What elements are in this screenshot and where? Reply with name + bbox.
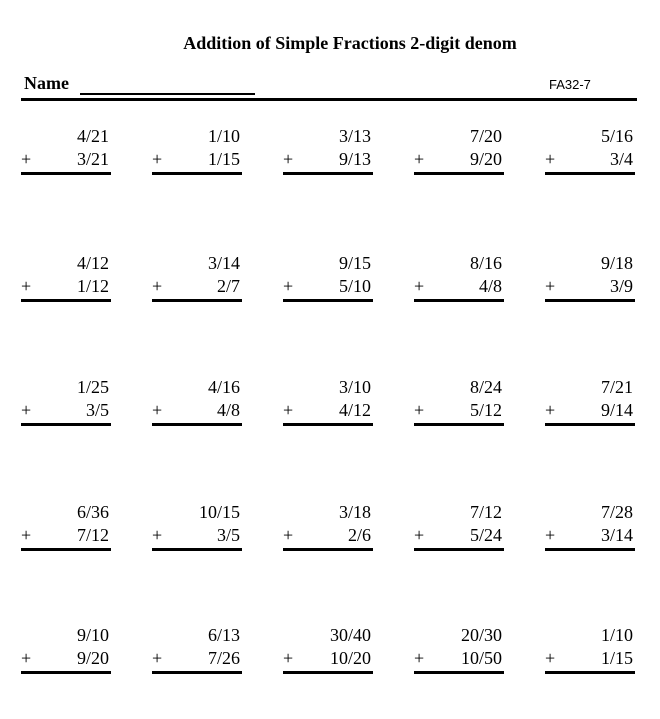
answer-rule (283, 172, 373, 175)
bottom-addend: 4/8 (216, 400, 240, 420)
top-addend: 5/16 (600, 126, 633, 146)
top-addend: 3/14 (207, 253, 240, 273)
plus-sign: + (414, 149, 425, 169)
bottom-addend: 4/12 (338, 400, 371, 420)
problem (152, 253, 242, 299)
answer-rule (414, 548, 504, 551)
problem (545, 126, 635, 172)
plus-sign: + (21, 648, 32, 668)
answer-rule (21, 671, 111, 674)
top-addend: 6/36 (76, 502, 109, 522)
plus-sign: + (283, 149, 294, 169)
problem (21, 502, 111, 548)
bottom-addend: 1/15 (207, 149, 240, 169)
problem (545, 253, 635, 299)
bottom-addend: 3/9 (609, 276, 633, 296)
bottom-addend: 5/10 (338, 276, 371, 296)
plus-sign: + (414, 400, 425, 420)
top-addend: 4/16 (207, 377, 240, 397)
top-addend: 3/10 (338, 377, 371, 397)
top-addend: 9/10 (76, 625, 109, 645)
bottom-addend: 2/6 (347, 525, 371, 545)
top-addend: 1/10 (600, 625, 633, 645)
problem (414, 625, 504, 671)
answer-rule (414, 299, 504, 302)
top-addend: 20/30 (460, 625, 502, 645)
problem (21, 625, 111, 671)
problem (283, 253, 373, 299)
top-addend: 8/16 (469, 253, 502, 273)
plus-sign: + (283, 276, 294, 296)
answer-rule (21, 172, 111, 175)
plus-sign: + (545, 276, 556, 296)
name-label: Name (24, 73, 69, 93)
problem (545, 377, 635, 423)
answer-rule (283, 548, 373, 551)
top-addend: 3/13 (338, 126, 371, 146)
plus-sign: + (414, 648, 425, 668)
bottom-addend: 2/7 (216, 276, 240, 296)
bottom-addend: 3/21 (76, 149, 109, 169)
plus-sign: + (414, 525, 425, 545)
top-addend: 1/10 (207, 126, 240, 146)
problem (152, 625, 242, 671)
top-addend: 8/24 (469, 377, 502, 397)
problem (545, 502, 635, 548)
problem (283, 502, 373, 548)
problem (283, 126, 373, 172)
bottom-addend: 9/20 (469, 149, 502, 169)
answer-rule (152, 548, 242, 551)
bottom-addend: 5/12 (469, 400, 502, 420)
name-blank-line[interactable] (80, 93, 255, 95)
worksheet-code: FA32-7 (549, 77, 591, 92)
bottom-addend: 9/14 (600, 400, 633, 420)
top-addend: 7/28 (600, 502, 633, 522)
answer-rule (21, 423, 111, 426)
bottom-addend: 7/12 (76, 525, 109, 545)
bottom-addend: 5/24 (469, 525, 502, 545)
answer-rule (152, 423, 242, 426)
problem (152, 377, 242, 423)
top-addend: 4/12 (76, 253, 109, 273)
bottom-addend: 3/4 (609, 149, 633, 169)
name-row (24, 73, 636, 95)
bottom-addend: 1/15 (600, 648, 633, 668)
answer-rule (414, 172, 504, 175)
top-addend: 9/15 (338, 253, 371, 273)
top-addend: 3/18 (338, 502, 371, 522)
plus-sign: + (152, 525, 163, 545)
answer-rule (414, 671, 504, 674)
plus-sign: + (152, 149, 163, 169)
top-addend: 6/13 (207, 625, 240, 645)
header-divider (21, 98, 637, 101)
plus-sign: + (283, 525, 294, 545)
answer-rule (545, 548, 635, 551)
answer-rule (414, 423, 504, 426)
bottom-addend: 9/20 (76, 648, 109, 668)
plus-sign: + (21, 276, 32, 296)
bottom-addend: 4/8 (478, 276, 502, 296)
problem (414, 377, 504, 423)
worksheet-title: Addition of Simple Fractions 2-digit denom (183, 33, 517, 53)
problem (21, 253, 111, 299)
problem (283, 625, 373, 671)
answer-rule (545, 671, 635, 674)
answer-rule (152, 172, 242, 175)
answer-rule (21, 548, 111, 551)
plus-sign: + (152, 276, 163, 296)
plus-sign: + (152, 400, 163, 420)
answer-rule (152, 671, 242, 674)
problem (414, 253, 504, 299)
answer-rule (21, 299, 111, 302)
problem (414, 502, 504, 548)
plus-sign: + (414, 276, 425, 296)
answer-rule (545, 299, 635, 302)
answer-rule (283, 423, 373, 426)
bottom-addend: 7/26 (207, 648, 240, 668)
top-addend: 7/20 (469, 126, 502, 146)
plus-sign: + (21, 149, 32, 169)
bottom-addend: 1/12 (76, 276, 109, 296)
bottom-addend: 10/50 (460, 648, 502, 668)
top-addend: 7/12 (469, 502, 502, 522)
problem (414, 126, 504, 172)
plus-sign: + (21, 400, 32, 420)
plus-sign: + (545, 525, 556, 545)
bottom-addend: 3/5 (85, 400, 109, 420)
plus-sign: + (152, 648, 163, 668)
answer-rule (545, 172, 635, 175)
top-addend: 10/15 (198, 502, 240, 522)
top-addend: 4/21 (76, 126, 109, 146)
plus-sign: + (283, 648, 294, 668)
problem (152, 502, 242, 548)
bottom-addend: 9/13 (338, 149, 371, 169)
bottom-addend: 10/20 (329, 648, 371, 668)
top-addend: 30/40 (329, 625, 371, 645)
answer-rule (152, 299, 242, 302)
answer-rule (283, 671, 373, 674)
plus-sign: + (545, 400, 556, 420)
top-addend: 1/25 (76, 377, 109, 397)
plus-sign: + (283, 400, 294, 420)
problem (152, 126, 242, 172)
bottom-addend: 3/5 (216, 525, 240, 545)
bottom-addend: 3/14 (600, 525, 633, 545)
plus-sign: + (545, 149, 556, 169)
answer-rule (545, 423, 635, 426)
top-addend: 7/21 (600, 377, 633, 397)
top-addend: 9/18 (600, 253, 633, 273)
problem (545, 625, 635, 671)
problem (283, 377, 373, 423)
plus-sign: + (545, 648, 556, 668)
problem (21, 377, 111, 423)
plus-sign: + (21, 525, 32, 545)
answer-rule (283, 299, 373, 302)
problem (21, 126, 111, 172)
